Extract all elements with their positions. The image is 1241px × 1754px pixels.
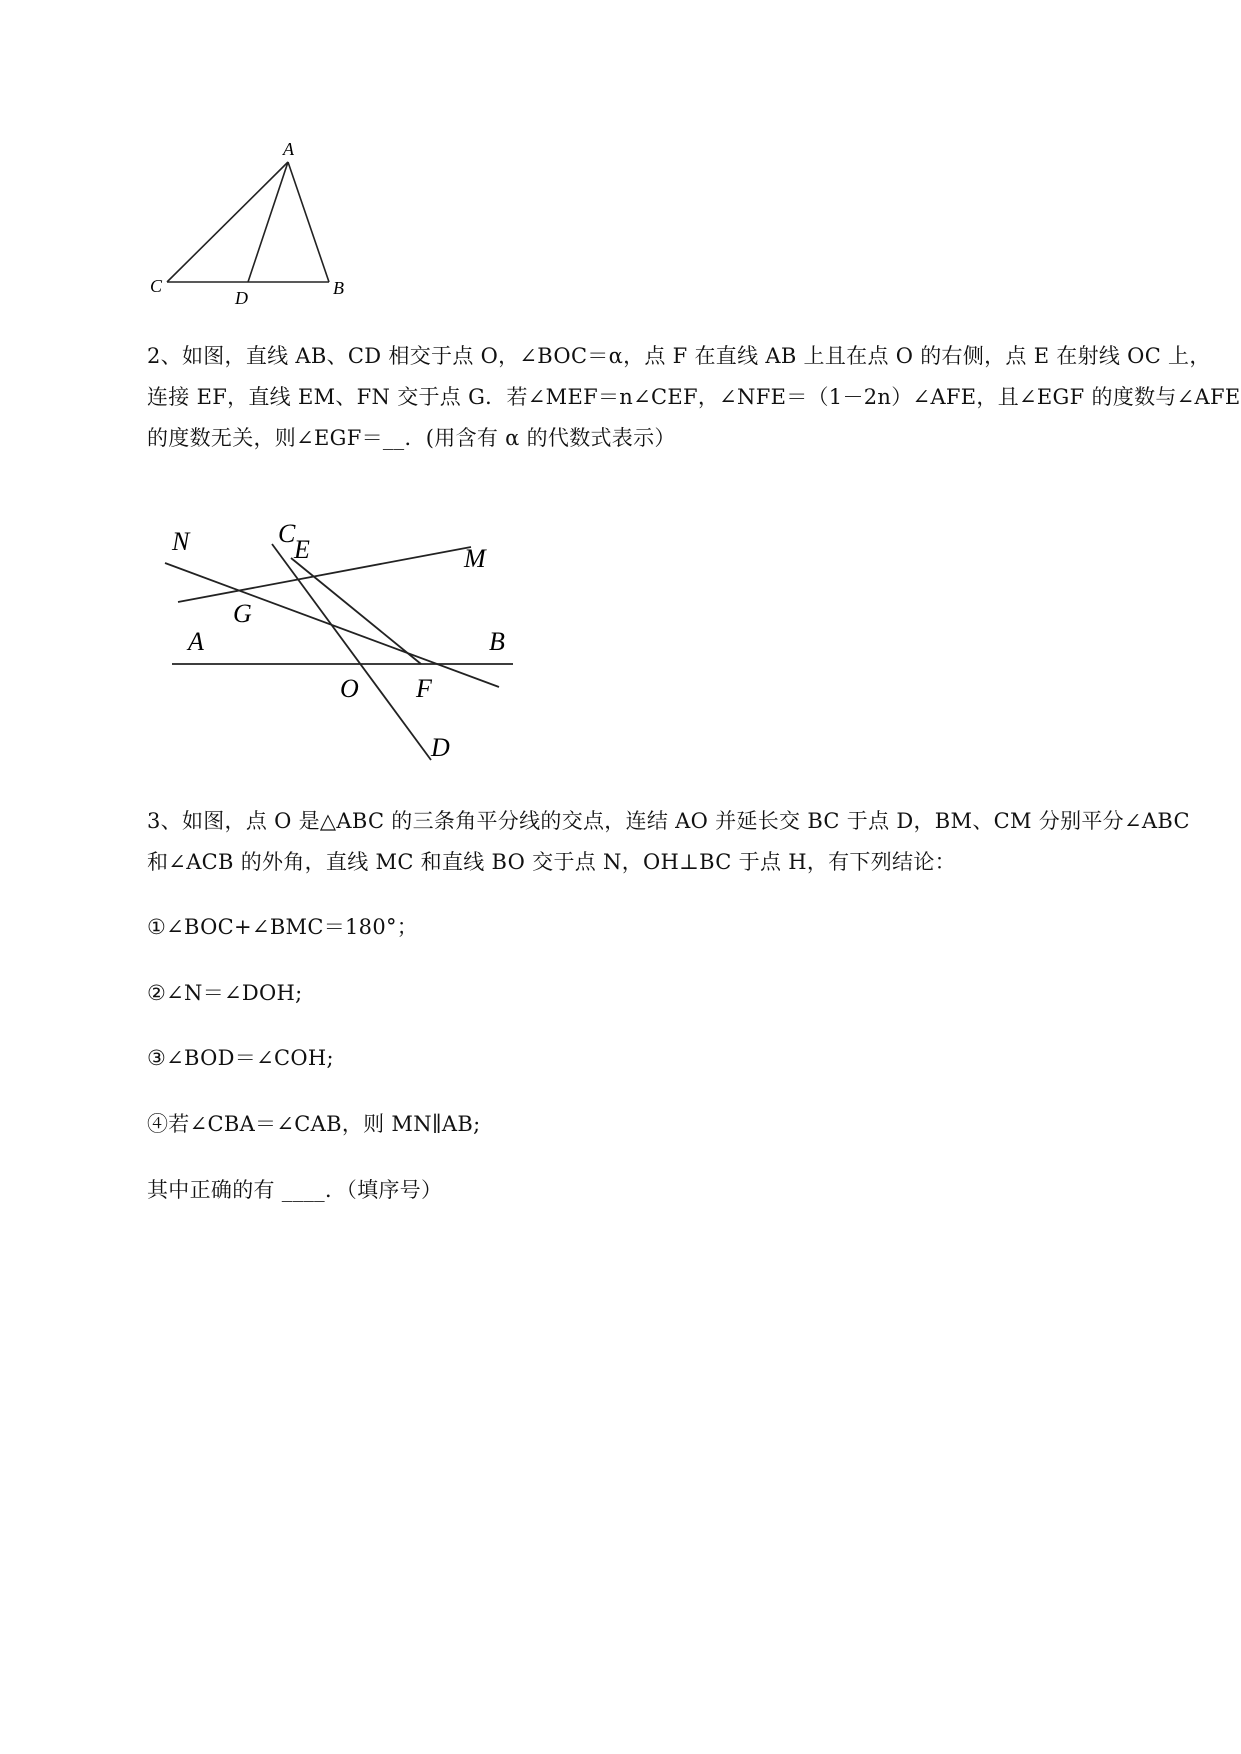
label-d2: D [431,733,450,762]
label-d: D [235,288,248,308]
label-c: C [150,276,163,296]
problem3-line1: 3、如图，点 O 是△ABC 的三条角平分线的交点，连结 AO 并延长交 BC 于点 D，BM、CM 分别平分∠ABC [147,809,1190,833]
label-f: F [416,674,432,703]
lines-diagram [150,520,530,770]
label-e: E [294,535,310,564]
problem2-line2: 连接 EF，直线 EM、FN 交于点 G．若∠MEF＝n∠CEF，∠NFE＝（1－2n）∠AFE，且∠EGF 的度数与∠AFE [147,385,1241,409]
segment-ac [167,162,288,282]
problem2-line1: 2、如图，直线 AB、CD 相交于点 O，∠BOC＝α，点 F 在直线 AB 上且在点 O 的右侧，点 E 在射线 OC 上， [147,344,1211,368]
triangle-figure [140,140,360,310]
statement-4: ④若∠CBA＝∠CAB，则 MN∥AB; [147,1112,481,1136]
segment-ad [248,162,288,282]
label-b: B [333,278,344,298]
statement-3: ③∠BOD＝∠COH; [147,1046,334,1070]
segment-ef [291,558,421,664]
segment-ab [288,162,329,282]
line-gm [178,547,471,602]
statement-1: ①∠BOC+∠BMC＝180°； [147,915,419,939]
label-m: M [464,544,486,573]
problem3-question: 其中正确的有 ____．（填序号） [147,1178,443,1202]
problem2-line3: 的度数无关，则∠EGF＝__．(用含有 α 的代数式表示） [147,426,676,450]
label-b2: B [489,627,505,656]
label-o: O [340,674,359,703]
line-nf [165,563,499,687]
intersecting-lines-figure [150,520,530,770]
label-g: G [233,599,252,628]
label-a2: A [188,627,204,656]
problem3-line2: 和∠ACB 的外角，直线 MC 和直线 BO 交于点 N，OH⊥BC 于点 H，有下列结论： [147,850,956,874]
label-a: A [283,139,294,159]
label-n: N [172,527,190,556]
label-c2: C [278,519,296,548]
statement-2: ②∠N＝∠DOH; [147,981,303,1005]
triangle-diagram [140,140,360,310]
